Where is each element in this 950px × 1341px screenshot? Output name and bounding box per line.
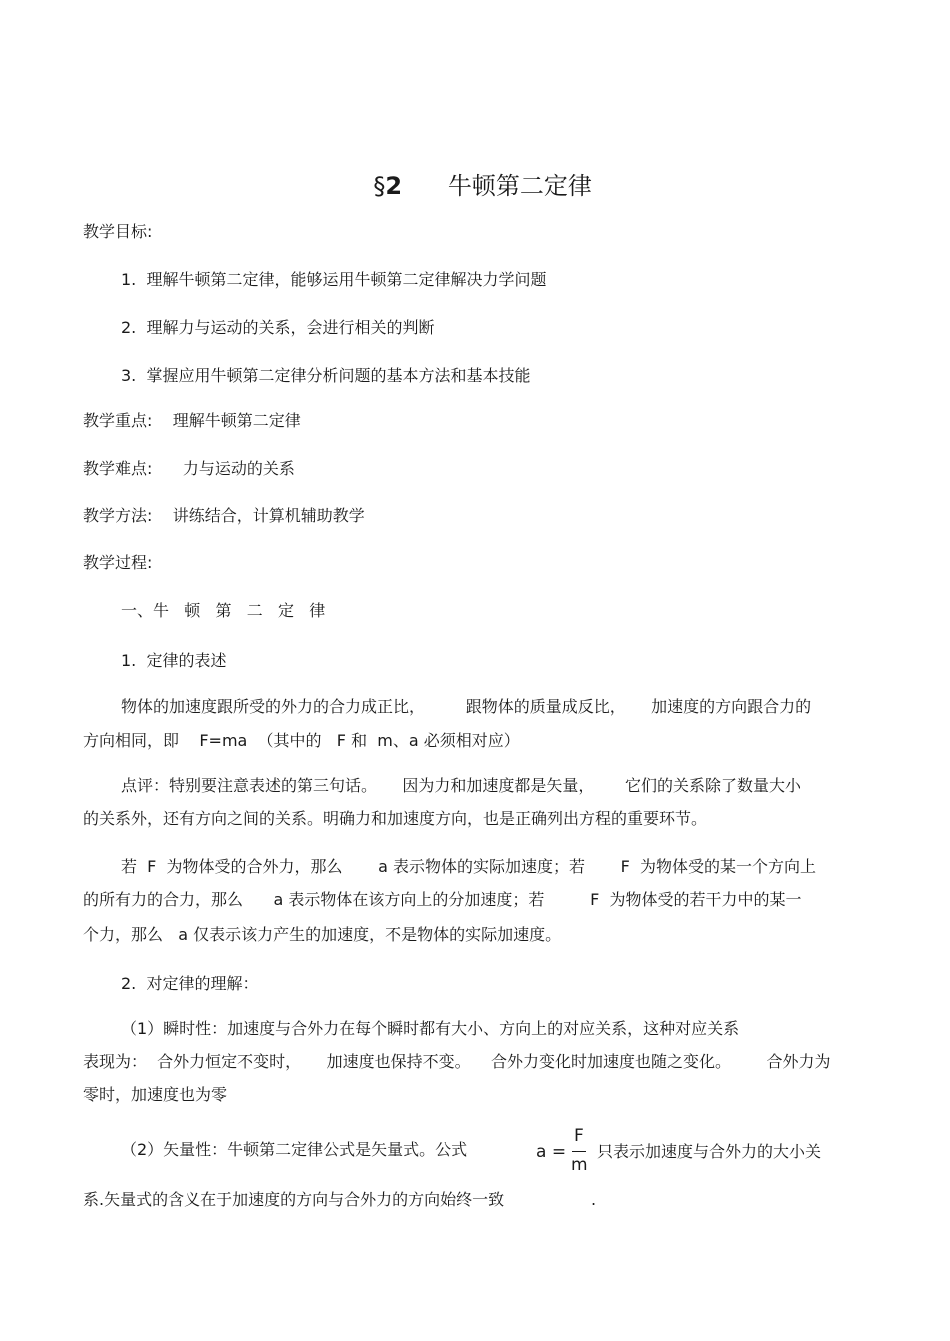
paragraph-line: 系.矢量式的含义在于加速度的方向与合外力的方向始终一致 xyxy=(83,1190,505,1209)
difficulty: 教学难点: 力与运动的关系 xyxy=(83,459,295,478)
objective-item: 2. 理解力与运动的关系，会进行相关的判断 xyxy=(121,318,435,337)
paragraph-line: 方向相同，即 F=ma （其中的 F 和 m、a 必须相对应） xyxy=(83,731,520,750)
formula-numerator: F xyxy=(574,1126,584,1146)
paragraph-line: 的关系外，还有方向之间的关系。明确力和加速度方向，也是正确列出方程的重要环节。 xyxy=(83,809,708,828)
fraction-bar xyxy=(572,1151,586,1152)
formula-lhs: a = xyxy=(536,1142,567,1162)
heading-objectives: 教学目标: xyxy=(83,222,153,241)
section-symbol: § xyxy=(373,172,386,200)
period-mark: . xyxy=(591,1190,597,1209)
page-title xyxy=(0,138,950,202)
objective-item: 3. 掌握应用牛顿第二定律分析问题的基本方法和基本技能 xyxy=(121,366,531,385)
key-point: 教学重点: 理解牛顿第二定律 xyxy=(83,411,301,430)
subsection-heading: 1. 定律的表述 xyxy=(121,651,227,670)
paragraph-line: 个力，那么 a 仅表示该力产生的加速度，不是物体的实际加速度。 xyxy=(83,925,562,944)
paragraph-line: 表现为： 合外力恒定不变时， 加速度也保持不变。 合外力变化时加速度也随之变化。 合外力为 xyxy=(83,1052,831,1071)
section-number: 2 xyxy=(385,172,403,200)
paragraph-line: 若 F 为物体受的合外力，那么 a 表示物体的实际加速度；若 F 为物体受的某一个方向上 xyxy=(121,857,817,876)
paragraph-line: 零时，加速度也为零 xyxy=(83,1085,228,1104)
paragraph-line: 只表示加速度与合外力的大小关 xyxy=(597,1142,822,1161)
paragraph-line: （2）矢量性：牛顿第二定律公式是矢量式。公式 xyxy=(121,1140,468,1159)
paragraph-line: 点评：特别要注意表述的第三句话。 因为力和加速度都是矢量， 它们的关系除了数量大小 xyxy=(121,776,801,795)
paragraph-line: （1）瞬时性：加速度与合外力在每个瞬时都有大小、方向上的对应关系，这种对应关系 xyxy=(121,1019,740,1038)
title-text: 牛顿第二定律 xyxy=(447,172,592,200)
section-heading: 一、牛 顿 第 二 定 律 xyxy=(121,601,326,620)
paragraph-line: 的所有力的合力，那么 a 表示物体在该方向上的分加速度；若 F 为物体受的若干力中的某一 xyxy=(83,890,802,909)
heading-process: 教学过程: xyxy=(83,553,153,572)
subsection-heading: 2. 对定律的理解： xyxy=(121,974,259,993)
teaching-method: 教学方法: 讲练结合，计算机辅助教学 xyxy=(83,506,365,525)
paragraph-line: 物体的加速度跟所受的外力的合力成正比， 跟物体的质量成反比， 加速度的方向跟合力的 xyxy=(121,697,812,716)
objective-item: 1. 理解牛顿第二定律，能够运用牛顿第二定律解决力学问题 xyxy=(121,270,547,289)
formula xyxy=(536,1126,596,1178)
formula-denominator: m xyxy=(571,1155,588,1175)
